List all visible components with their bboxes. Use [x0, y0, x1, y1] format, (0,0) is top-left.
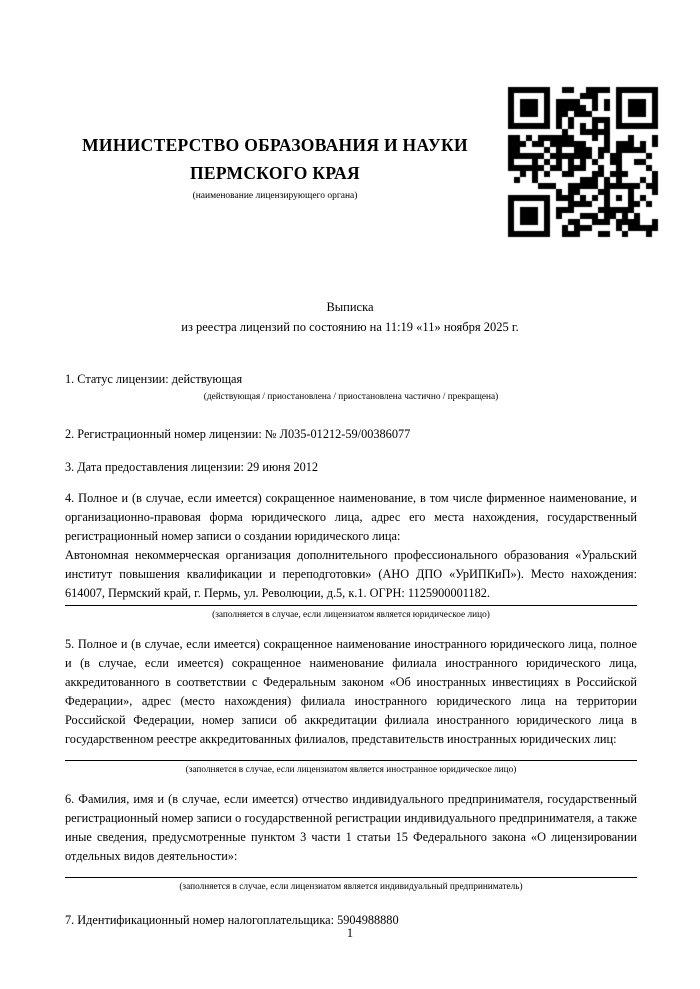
item-3-license-date: 3. Дата предоставления лицензии: 29 июня 2012 [65, 460, 319, 474]
item-5-caption: (заполняется в случае, если лицензиатом является иностранное юридическое лицо) [185, 765, 517, 775]
document-title-line1: Выписка [326, 300, 374, 314]
document-header [0, 0, 700, 270]
document-title-line2: из реестра лицензий по состоянию на 11:19 «11» ноября 2025 г. [181, 319, 519, 334]
item-5-fill-line [65, 760, 637, 761]
page-number: 1 [346, 926, 354, 940]
qr-code-icon [505, 84, 661, 240]
ministry-name-caption: (наименование лицензирующего органа) [192, 191, 358, 201]
ministry-name-line1: МИНИСТЕРСТВО ОБРАЗОВАНИЯ И НАУКИ [82, 135, 468, 155]
item-6-empty-value [65, 866, 637, 877]
item-6-label: 6. Фамилия, имя и (в случае, если имеется) отчество индивидуального предпринимателя, государственный регистрационный номер записи о государственной регистрации индивидуального предпринимателя, а также иные сведения, предусмотренные пунктом 3 части 1 статьи 15 Федерального закона «О лицензировании отдельных видов деятельности»: [65, 792, 637, 863]
item-6-fill-line [65, 877, 637, 878]
item-4-caption: (заполняется в случае, если лицензиатом является юридическое лицо) [212, 610, 490, 620]
item-4-fill-line [65, 605, 637, 606]
item-6-caption: (заполняется в случае, если лицензиатом является индивидуальный предприниматель) [179, 882, 523, 892]
document-title [0, 298, 700, 337]
item-4-value: Автономная некоммерческая организация дополнительного профессионального образования «Уральский институт повышения квалификации и переподготовки» (АНО ДПО «УрИПКиП»). Место нахождения: 614007, Пермский край, г. Пермь, ул. Революции, д.5, к.1. ОГРН: 1125900001182. [65, 548, 637, 600]
licensing-authority-block [60, 131, 490, 203]
item-1-caption: (действующая / приостановлена / приостановлена частично / прекращена) [203, 392, 499, 402]
document-body [65, 370, 637, 930]
item-4-label: 4. Полное и (в случае, если имеется) сокращенное наименование, в том числе фирменное наименование, и организационно-правовая форма юридического лица, адрес его места нахождения, государственный регистрационный номер записи о создании юридического лица: [65, 491, 637, 543]
item-1-license-status: 1. Статус лицензии: действующая [65, 372, 243, 386]
item-2-registration-number: 2. Регистрационный номер лицензии: № Л035-01212-59/00386077 [65, 427, 411, 441]
item-5-empty-value [65, 749, 637, 760]
item-5-label: 5. Полное и (в случае, если имеется) сокращенное наименование иностранного юридического лица, полное и (в случае, если имеется) сокращенное наименование филиала иностранного юридического лица, аккредитованного в соответствии с Федеральным законом «Об иностранных инвестициях в Российской Федерации», адрес (место нахождения) филиала иностранного юридического лица на территории Российской Федерации, номер записи об аккредитации филиала иностранного юридического лица в государственном реестре аккредитованных филиалов, представительств иностранных юридических лиц: [65, 637, 637, 746]
ministry-name-line2: ПЕРМСКОГО КРАЯ [190, 163, 360, 183]
item-7-taxpayer-number: 7. Идентификационный номер налогоплательщика: 5904988880 [65, 913, 399, 927]
